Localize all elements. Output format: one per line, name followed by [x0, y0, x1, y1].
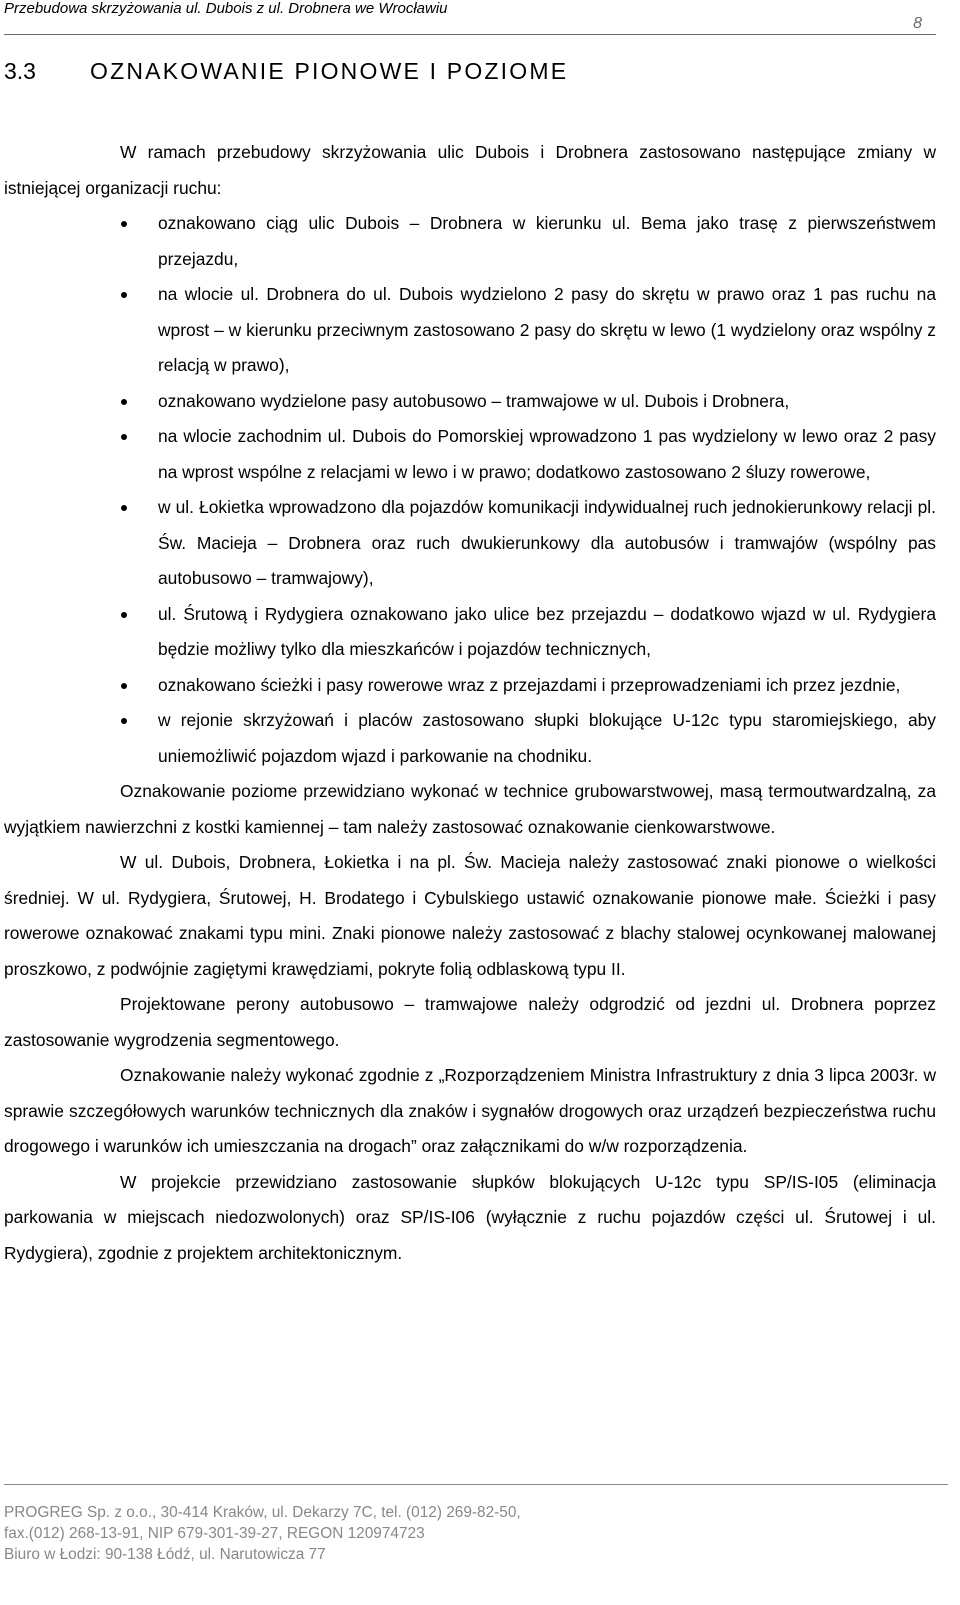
regulation-paragraph: Oznakowanie należy wykonać zgodnie z „Rozporządzeniem Ministra Infrastruktury z dnia 3 lipca 2003r. w sprawie szczegółowych warunków technicznych dla znaków i sygnałów drogowych oraz urządzeń bezpieczeństwa ruchu drogowego i warunków ich umieszczania na drogach” oraz załącznikami do w/w rozporządzenia. [4, 1065, 936, 1156]
page-footer [4, 1484, 936, 1565]
document-title: Przebudowa skrzyżowania ul. Dubois z ul. Drobnera we Wrocławiu [4, 0, 448, 17]
bullet-icon [121, 683, 127, 689]
list-item [158, 206, 936, 277]
list-item-text: ul. Śrutową i Rydygiera oznakowano jako ulice bez przejazdu – dodatkowo wjazd w ul. Rydygiera będzie możliwy tylko dla mieszkańców i pojazdów technicznych, [158, 603, 936, 659]
list-item [158, 419, 936, 490]
list-item [158, 490, 936, 597]
bullet-icon [121, 505, 127, 511]
company-info [4, 1502, 936, 1565]
list-item-text: na wlocie ul. Drobnera do ul. Dubois wydzielono 2 pasy do skrętu w prawo oraz 1 pas ruchu na wprost – w kierunku przeciwnym zastosowano 2 pasy do skrętu w lewo (1 wydzielony oraz wspólny z relacją w prawo), [158, 284, 936, 375]
bullet-icon [121, 434, 127, 440]
page-number: 8 [913, 15, 922, 32]
page-header [0, 0, 940, 32]
list-item-text: oznakowano wydzielone pasy autobusowo – tramwajowe w ul. Dubois i Drobnera, [158, 390, 790, 411]
list-item [158, 384, 936, 420]
list-item-text: w ul. Łokietka wprowadzono dla pojazdów komunikacji indywidualnej ruch jednokierunkowy relacji pl. Św. Macieja – Drobnera oraz ruch dwukierunkowy dla autobusów i tramwajów (wspólny pas autobusowo – tramwajowy), [158, 497, 936, 588]
bullet-icon [121, 292, 127, 298]
intro-paragraph: W ramach przebudowy skrzyżowania ulic Dubois i Drobnera zastosowano następujące zmiany w istniejącej organizacji ruchu: [4, 142, 936, 198]
vertical-signs-paragraph: W ul. Dubois, Drobnera, Łokietka i na pl. Św. Macieja należy zastosować znaki pionowe o wielkości średniej. W ul. Rydygiera, Śrutowej, H. Brodatego i Cybulskiego ustawić oznakowanie pionowe małe. Ścieżki i pasy rowerowe oznakować znakami typu mini. Znaki pionowe należy zastosować z blachy stalowej ocynkowanej malowanej proszkowo, z podwójnie zagiętymi krawędziami, pokryte folią odblaskową typu II. [4, 852, 936, 979]
list-item [158, 597, 936, 668]
section-heading [4, 58, 568, 85]
list-item [158, 277, 936, 384]
list-item-text: oznakowano ścieżki i pasy rowerowe wraz z przejazdami i przeprowadzeniami ich przez jezdnie, [158, 674, 901, 695]
platforms-paragraph: Projektowane perony autobusowo – tramwajowe należy odgrodzić od jezdni ul. Drobnera poprzez zastosowanie wygrodzenia segmentowego. [4, 994, 936, 1050]
bullet-icon [121, 399, 127, 405]
list-item-text: na wlocie zachodnim ul. Dubois do Pomorskiej wprowadzono 1 pas wydzielony w lewo oraz 2 pasy na wprost wspólne z relacjami w lewo i w prawo; dodatkowo zastosowano 2 śluzy rowerowe, [158, 426, 936, 482]
bollards-paragraph: W projekcie przewidziano zastosowanie słupków blokujących U-12c typu SP/IS-I05 (eliminacja parkowania w miejscach niedozwolonych) oraz SP/IS-I06 (wyłącznie z ruchu pojazdów części ul. Śrutowej i ul. Rydygiera), zgodnie z projektem architektonicznym. [4, 1171, 936, 1263]
header-divider [4, 34, 936, 35]
footer-office-line: Biuro w Łodzi: 90-138 Łódź, ul. Narutowicza 77 [4, 1546, 326, 1563]
footer-divider [4, 1484, 948, 1485]
changes-list [4, 206, 936, 774]
document-body [4, 135, 936, 1271]
list-item-text: oznakowano ciąg ulic Dubois – Drobnera w kierunku ul. Bema jako trasę z pierwszeństwem przejazdu, [158, 213, 936, 269]
section-title: OZNAKOWANIE PIONOWE I POZIOME [90, 58, 569, 84]
section-number: 3.3 [4, 58, 36, 84]
footer-address-line: PROGREG Sp. z o.o., 30-414 Kraków, ul. Dekarzy 7C, tel. (012) 269-82-50, [4, 1504, 521, 1521]
footer-tax-line: fax.(012) 268-13-91, NIP 679-301-39-27, REGON 120974723 [4, 1525, 425, 1542]
list-item [158, 668, 936, 704]
bullet-icon [121, 718, 127, 724]
bullet-icon [121, 612, 127, 618]
list-item-text: w rejonie skrzyżowań i placów zastosowano słupki blokujące U-12c typu staromiejskiego, aby uniemożliwić pojazdom wjazd i parkowanie na chodniku. [158, 710, 936, 766]
list-item [158, 703, 936, 774]
bullet-icon [121, 221, 127, 227]
horizontal-marking-paragraph: Oznakowanie poziome przewidziano wykonać w technice grubowarstwowej, masą termoutwardzalną, za wyjątkiem nawierzchni z kostki kamiennej – tam należy zastosować oznakowanie cienkowarstwowe. [4, 781, 936, 837]
